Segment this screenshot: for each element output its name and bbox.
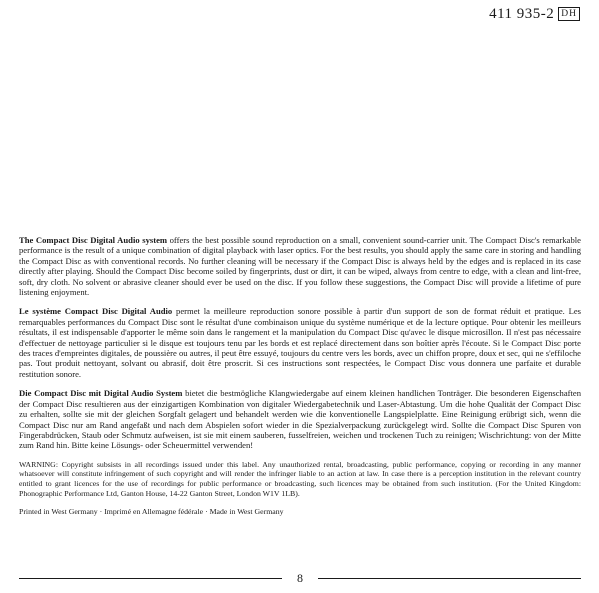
text-english: offers the best possible sound reproduction on a small, convenient sound-carrier unit. The Compact Disc's remarkable performance is the result of a unique combination of digital playback with laser optics. For the best results, you should apply the same care in storing and handling the Compact Disc as with conventional records. No further cleaning will be necessary if the Compact Disc is always held by the edges and is replaced in its case directly after playing. Should the Compact Disc become soiled by fingerprints, dust or dirt, it can be wiped, always from centre to edge, with a clean and lint-free, soft, dry cloth. No solvent or abrasive cleaner should ever be used on the disc. If you follow these suggestions, the Compact Disc will provide a lifetime of pure listening enjoyment.	[19, 235, 581, 298]
lead-german: Die Compact Disc mit Digital Audio System	[19, 388, 183, 399]
copyright-warning: WARNING: Copyright subsists in all recordings issued under this label. Any unauthorized rental, broadcasting, public performance, copying or recording in any manner whatsoever will constitute infringement of such copyright and will render the infringer liable to an action at law. In case there is a perception institution in the relevant country entitled to grant licences for the use of recordings for public performance or broadcasting, such licences may be obtained from such institution. (For the United Kingdom: Phonographic Performance Ltd, Ganton House, 14-22 Ganton Street, London W1V 1LB).	[19, 459, 581, 498]
care-instructions	[19, 235, 581, 526]
paragraph-french	[19, 306, 581, 379]
catalog-header	[489, 5, 580, 23]
region-code-box: DH	[558, 7, 580, 21]
catalog-number: 411 935-2	[489, 6, 555, 22]
text-french: permet la meilleure reproduction sonore possible à partir d'un support de son de format réduit et pratique. Les remarquables performances du Compact Disc sont le résultat d'une combinaison unique du système numérique et de la lecture optique. Pour obtenir les meilleurs résultats, il est indispensable d'apporter le même soin dans le rangement et la manipulation du Compact Disc qu'avec le disque microsillon. Il n'est pas nécessaire d'effectuer de nettoyage particulier si le disque est toujours tenu par les bords et est replacé directement dans son boîtier après l'écoute. Si le Compact Disc porte des traces d'empreintes digitales, de poussière ou autres, il peut être essuyé, toujours du centre vers les bords, avec un chiffon propre, doux et sec, qui ne s'effiloche pas. Tout produit nettoyant, solvant ou abrasif, doit être proscrit. Si ces instructions sont respectées, le Compact Disc vous donnera une parfaite et durable restitution sonore.	[19, 306, 582, 379]
lead-french: Le système Compact Disc Digital Audio	[19, 306, 173, 317]
printed-in-note: Printed in West Germany · Imprimé en Allemagne fédérale · Made in West Germany	[19, 507, 284, 517]
page-number: 8	[297, 571, 303, 585]
footer-rule-right	[318, 578, 581, 579]
paragraph-english	[19, 235, 581, 297]
page-footer	[19, 571, 581, 585]
paragraph-german	[19, 388, 581, 450]
lead-english: The Compact Disc Digital Audio system	[19, 235, 168, 245]
text-german: bietet die bestmögliche Klangwiedergabe auf einem kleinen handlichen Tonträger. Die besonderen Eigenschaften der Compact Disc resultieren aus der einzigartigen Kombination von digitaler Wiedergabetechnik und Laser-Abtastung. Um die hohe Qualität der Compact Disc zu erhalten, sollte sie mit der gleichen Sorgfalt gelagert und behandelt werden wie die konventionelle Langspielplatte. Eine Reinigung erübrigt sich, wenn die Compact Disc nur am Rand angefaßt und nach dem Abspielen sofort wieder in die Spezialverpackung zurückgelegt wird. Sollte die Compact Disc Spuren von Fingerabdrücken, Staub oder Schmutz aufweisen, ist sie mit einem sauberen, fusselfreien, weichen und trockenen Tuch zu reinigen; Wischrichtung: von der Mitte zum Rand hin. Bitte keine Lösungs- oder Scheuermittel verwenden!	[19, 388, 582, 451]
